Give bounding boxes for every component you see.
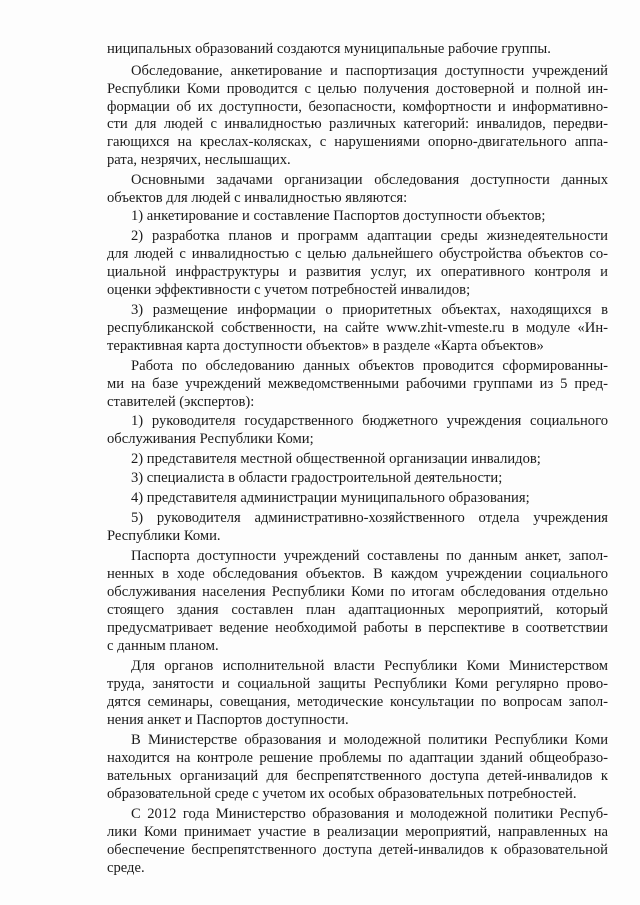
text-line: 5) руководителя административно-хозяйственного отдела учреждения (131, 510, 608, 526)
text-line: гающихся на креслах-колясках, с нарушениями опорно-двигательного аппа- (107, 134, 608, 150)
text-line: формации об их доступности, безопасности, комфортности и информативно- (107, 99, 608, 115)
text-line: предусматривает ведение необходимой работы в перспективе в соответствии (107, 620, 608, 636)
text-line: стоящего здания составлен план адаптационных мероприятий, который (107, 602, 608, 618)
text-line: 1) руководителя государственного бюджетного учреждения социального (131, 413, 608, 429)
text-line: с данным планом. (107, 638, 219, 654)
text-line: Работа по обследованию данных объектов проводится сформированны- (131, 358, 608, 374)
text-line: Для органов исполнительной власти Республики Коми Министерством (131, 658, 608, 674)
text-line: циальной инфраструктуры и развития услуг, их оперативного контроля и (107, 264, 608, 280)
text-line: ставителей (экспертов): (107, 394, 255, 410)
text-line: нения анкет и Паспортов доступности. (107, 712, 349, 728)
text-line: 3) размещение информации о приоритетных объектах, находящихся в (131, 302, 608, 318)
text-line: образовательной среде с учетом их особых образовательных потребностей. (107, 786, 577, 802)
text-line: 4) представителя администрации муниципального образования; (131, 490, 530, 506)
text-line: оценки эффективности с учетом потребностей инвалидов; (107, 282, 471, 298)
text-line: республиканской собственности, на сайте www.zhit-vmeste.ru в модуле «Ин- (107, 320, 608, 336)
text-line: вательных организаций для беспрепятственного доступа детей-инвалидов к (107, 768, 608, 784)
text-line: Паспорта доступности учреждений составлены по данным анкет, запол- (131, 548, 608, 564)
text-line: труда, занятости и социальной защиты Республики Коми регулярно прово- (107, 676, 608, 692)
text-line: Обследование, анкетирование и паспортизация доступности учреждений (131, 63, 608, 79)
text-line: для людей с инвалидностью с целью дальнейшего обустройства объектов со- (107, 246, 608, 262)
text-line: ниципальных образований создаются муниципальные рабочие группы. (107, 41, 551, 57)
text-line: рата, незрячих, неслышащих. (107, 152, 291, 168)
text-line: дятся семинары, совещания, методические консультации по вопросам запол- (107, 694, 608, 710)
text-line: 2) разработка планов и программ адаптации среды жизнедеятельности (131, 228, 608, 244)
text-line: Республики Коми. (107, 528, 221, 544)
text-line: Республики Коми проводится с целью получения достоверной и полной ин- (107, 81, 608, 97)
text-line: обслуживания Республики Коми; (107, 431, 314, 447)
text-line: В Министерстве образования и молодежной политики Республики Коми (131, 732, 608, 748)
text-line: сти для людей с инвалидностью различных категорий: инвалидов, передви- (107, 116, 608, 132)
text-line: 3) специалиста в области градостроительной деятельности; (131, 470, 503, 486)
text-line: лики Коми принимает участие в реализации мероприятий, направленных на (107, 824, 608, 840)
text-line: ненных в ходе обследования объектов. В каждом учреждении социального (107, 566, 608, 582)
text-line: терактивная карта доступности объектов» в разделе «Карта объектов» (107, 338, 544, 354)
text-line: обслуживания населения Республики Коми по итогам обследования отдельно (107, 584, 608, 600)
text-line: объектов для людей с инвалидностью являются: (107, 190, 408, 206)
text-line: 2) представителя местной общественной организации инвалидов; (131, 451, 541, 467)
text-line: среде. (107, 860, 145, 876)
text-line: ми на базе учреждений межведомственными рабочими группами из 5 пред- (107, 376, 608, 392)
text-line: 1) анкетирование и составление Паспортов доступности объектов; (131, 208, 546, 224)
text-line: С 2012 года Министерство образования и молодежной политики Респуб- (131, 806, 608, 822)
text-line: обеспечение беспрепятственного доступа детей-инвалидов к образовательной (107, 842, 608, 858)
text-line: находится на контроле решение проблемы по адаптации зданий общеобразо- (107, 750, 608, 766)
text-line: Основными задачами организации обследования доступности данных (131, 172, 608, 188)
